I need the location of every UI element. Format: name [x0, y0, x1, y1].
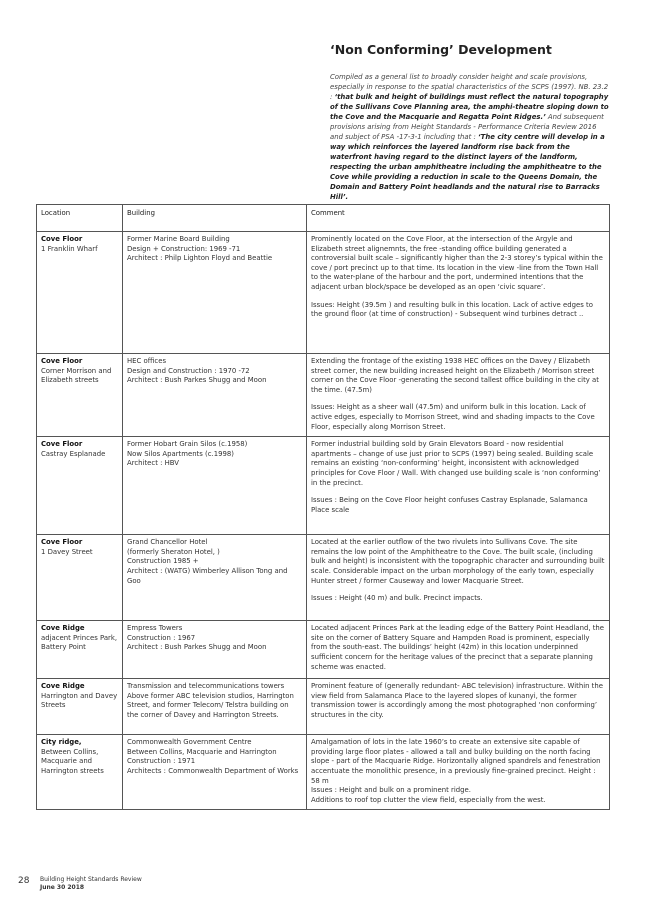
cell-building: [123, 679, 307, 735]
building-line: Design and Construction : 1970 -72: [127, 366, 250, 375]
building-line: Above former ABC television studios, Harrington Street, and former Telecom/ Telstra building on the corner of Davey and Harrington Streets.: [127, 691, 294, 719]
building-line: (formerly Sheraton Hotel, ): [127, 547, 220, 556]
intro-quote-psa: ‘The city centre will develop in a way which reinforces the layered landform rise back from the waterfront having regard to the distinct layers of the landform, respecting the urban amphitheatre including the amphitheatre to the Cove while providing a reduction in scale to the Queens Domain, the Domain and Battery Point headlands and the natural rise to Barracks Hill’.: [330, 133, 605, 201]
location-detail: Harrington and Davey Streets: [41, 691, 118, 710]
location-title: Cove Floor: [41, 538, 83, 547]
page-number: 28: [18, 876, 30, 886]
table-body: [37, 232, 610, 810]
comment-paragraph: Issues : Being on the Cove Floor height confuses Castray Esplanade, Salamanca Place scale: [311, 496, 588, 514]
building-line: Commonwealth Government Centre: [127, 738, 252, 747]
comment-paragraph: Located adjacent Princes Park at the leading edge of the Battery Point Headland, the site on the corner of Battery Square and Hampden Road is prominent, especially from the south-east. The buildings’ height (42m) in this location underpinned sufficient concern for the heritage values of the precinct that a separate planning scheme was enacted.: [311, 624, 605, 671]
cell-building: [123, 354, 307, 437]
intro-paragraph: [330, 72, 610, 202]
comment-paragraph: Prominent feature of (generally redundant- ABC television) infrastructure. Within the view field from Salamanca Place to the layered slopes of kunanyi, the former transmission tower is accordingly among the most photographed ‘non conforming’ structures in the city.: [311, 682, 603, 719]
building-line: Between Collins, Macquarie and Harrington: [127, 747, 277, 756]
table-header-row: [37, 205, 610, 232]
header-comment: Comment: [307, 205, 610, 232]
comment-paragraph: Issues : Height (40 m) and bulk. Precinct impacts.: [311, 594, 483, 603]
cell-building: [123, 621, 307, 679]
location-detail: 1 Davey Street: [41, 547, 93, 556]
cell-building: [123, 437, 307, 535]
building-line: Architect : HBV: [127, 459, 180, 468]
cell-location: [37, 621, 123, 679]
location-title: Cove Floor: [41, 440, 83, 449]
cell-location: [37, 232, 123, 354]
page-title: ‘Non Conforming’ Development: [330, 42, 552, 57]
table-row: [37, 735, 610, 810]
cell-location: [37, 354, 123, 437]
building-line: Architect : Bush Parkes Shugg and Moon: [127, 376, 267, 385]
building-line: Empress Towers: [127, 624, 183, 633]
building-line: Architects : Commonwealth Department of Works: [127, 766, 299, 775]
location-detail: Corner Morrison and Elizabeth streets: [41, 366, 112, 385]
cell-location: [37, 535, 123, 621]
location-title: City ridge,: [41, 738, 82, 747]
building-line: Architect : Philp Lighton Floyd and Beattie: [127, 254, 273, 263]
comment-paragraph: Prominently located on the Cove Floor, at the intersection of the Argyle and Elizabeth street alignemnts, the free -standing office building generated a controversial built scale – significantly higher than the 2-3 storey’s typical within the cove / port precinct up to that time. Its location in the view -line from the Town Hall to the water-plane of the harbour and the port, undermined intentions that the adjacent urban block/space be developed as an open ‘civic square’.: [311, 235, 603, 291]
table-row: [37, 535, 610, 621]
comment-paragraph: Located at the earlier outflow of the two rivulets into Sullivans Cove. The site remains the low point of the Amphitheatre to the Cove. The built scale, (including bulk and height) is inconsistent with the topographic character and surrounding built scale. Considerable impact on the urban morphology of the early town, especially Hunter street / former Causeway and lower Macquarie Street.: [311, 538, 605, 585]
table-row: [37, 621, 610, 679]
cell-comment: [307, 354, 610, 437]
comment-paragraph: Issues: Height as a sheer wall (47.5m) and uniform bulk in this location. Lack of active edges, especially to Morrison Street, wind and shading impacts to the Cove Floor, especially along Morrison Street.: [311, 403, 595, 431]
building-line: Construction : 1971: [127, 757, 196, 766]
building-line: Grand Chancellor Hotel: [127, 538, 208, 547]
intro-middle: And subsequent provisions arising from Height Standards - Performance Criteria Review 2016 and subject of PSA -17-3-1 including that :: [330, 113, 604, 141]
header-location: Location: [37, 205, 123, 232]
location-title: Cove Floor: [41, 357, 83, 365]
cell-comment: [307, 735, 610, 810]
table-row: [37, 679, 610, 735]
cell-comment: [307, 679, 610, 735]
building-line: HEC offices: [127, 357, 167, 365]
footer-doc-title: Building Height Standards Review: [40, 876, 142, 883]
intro-quote-scps: ‘that bulk and height of buildings must reflect the natural topography of the Sullivans Cove Planning area, the amphi-theatre sloping down to the Cove and the Macquarie and Regatta Point Ridges.’: [330, 93, 609, 121]
location-title: Cove Floor: [41, 235, 83, 243]
location-detail: Castray Esplanade: [41, 449, 106, 458]
building-line: Former Marine Board Building: [127, 235, 230, 243]
cell-location: [37, 735, 123, 810]
cell-comment: [307, 437, 610, 535]
location-detail: adjacent Princes Park, Battery Point: [41, 633, 118, 652]
comment-paragraph: Issues : Height and bulk on a prominent ridge.: [311, 786, 471, 795]
comment-paragraph: Issues: Height (39.5m ) and resulting bulk in this location. Lack of active edges to the ground floor (at time of construction) - Subsequent wind turbines detract ..: [311, 300, 593, 319]
cell-comment: [307, 621, 610, 679]
footer-date: June 30 2018: [40, 884, 85, 891]
building-line: Former Hobart Grain Silos (c.1958): [127, 440, 248, 449]
table-row: [37, 354, 610, 437]
building-line: Architect : Bush Parkes Shugg and Moon: [127, 643, 267, 652]
cell-building: [123, 535, 307, 621]
table-row: [37, 232, 610, 354]
building-line: Architect : (WATG) Wimberley Allison Tong and Goo: [127, 566, 288, 585]
building-line: Transmission and telecommunications towers: [127, 682, 285, 691]
comment-paragraph: Extending the frontage of the existing 1938 HEC offices on the Davey / Elizabeth street corner, the new building increased height on the Elizabeth / Morrison street corner on the Cove Floor -generating the second tallest office building in the city at the time. (47.5m): [311, 357, 599, 394]
cell-location: [37, 679, 123, 735]
location-detail: 1 Franklin Wharf: [41, 244, 98, 253]
location-detail: Between Collins, Macquarie and Harrington streets: [41, 747, 104, 775]
comment-paragraph: Amalgamation of lots in the late 1960’s to create an extensive site capable of providing large floor plates - allowed a tall and bulky building on the north facing slope - part of the Macquarie Ridge. Horizontally aligned spandrels and fenestration accentuate the monolithic presence, in a previously fine-grained precinct. Height : 58 m: [311, 738, 601, 785]
comment-paragraph: Former industrial building sold by Grain Elevators Board - now residential apartments – change of use just prior to SCPS (1997) being sealed. Building scale remains an existing ‘non-conforming’ height, inconsistent with acknowledged principles for Cove Floor / Wall. With changed use building scale is ‘non conforming’ in the precinct.: [311, 440, 601, 487]
non-conforming-table: [36, 204, 610, 810]
cell-building: [123, 735, 307, 810]
table-row: [37, 437, 610, 535]
header-building: Building: [123, 205, 307, 232]
location-title: Cove Ridge: [41, 682, 85, 691]
comment-paragraph: Additions to roof top clutter the view field, especially from the west.: [311, 795, 546, 804]
building-line: Now Silos Apartments (c.1998): [127, 449, 234, 458]
cell-location: [37, 437, 123, 535]
building-line: Construction 1985 +: [127, 557, 199, 566]
intro-lead: Compiled as a general list to broadly consider height and scale provisions, especially in response to the spatial characteristics of the SCPS (1997). NB. 23.2 :: [330, 73, 609, 101]
building-line: Design + Construction: 1969 -71: [127, 244, 241, 253]
building-line: Construction : 1967: [127, 633, 196, 642]
cell-comment: [307, 232, 610, 354]
cell-building: [123, 232, 307, 354]
cell-comment: [307, 535, 610, 621]
location-title: Cove Ridge: [41, 624, 85, 633]
